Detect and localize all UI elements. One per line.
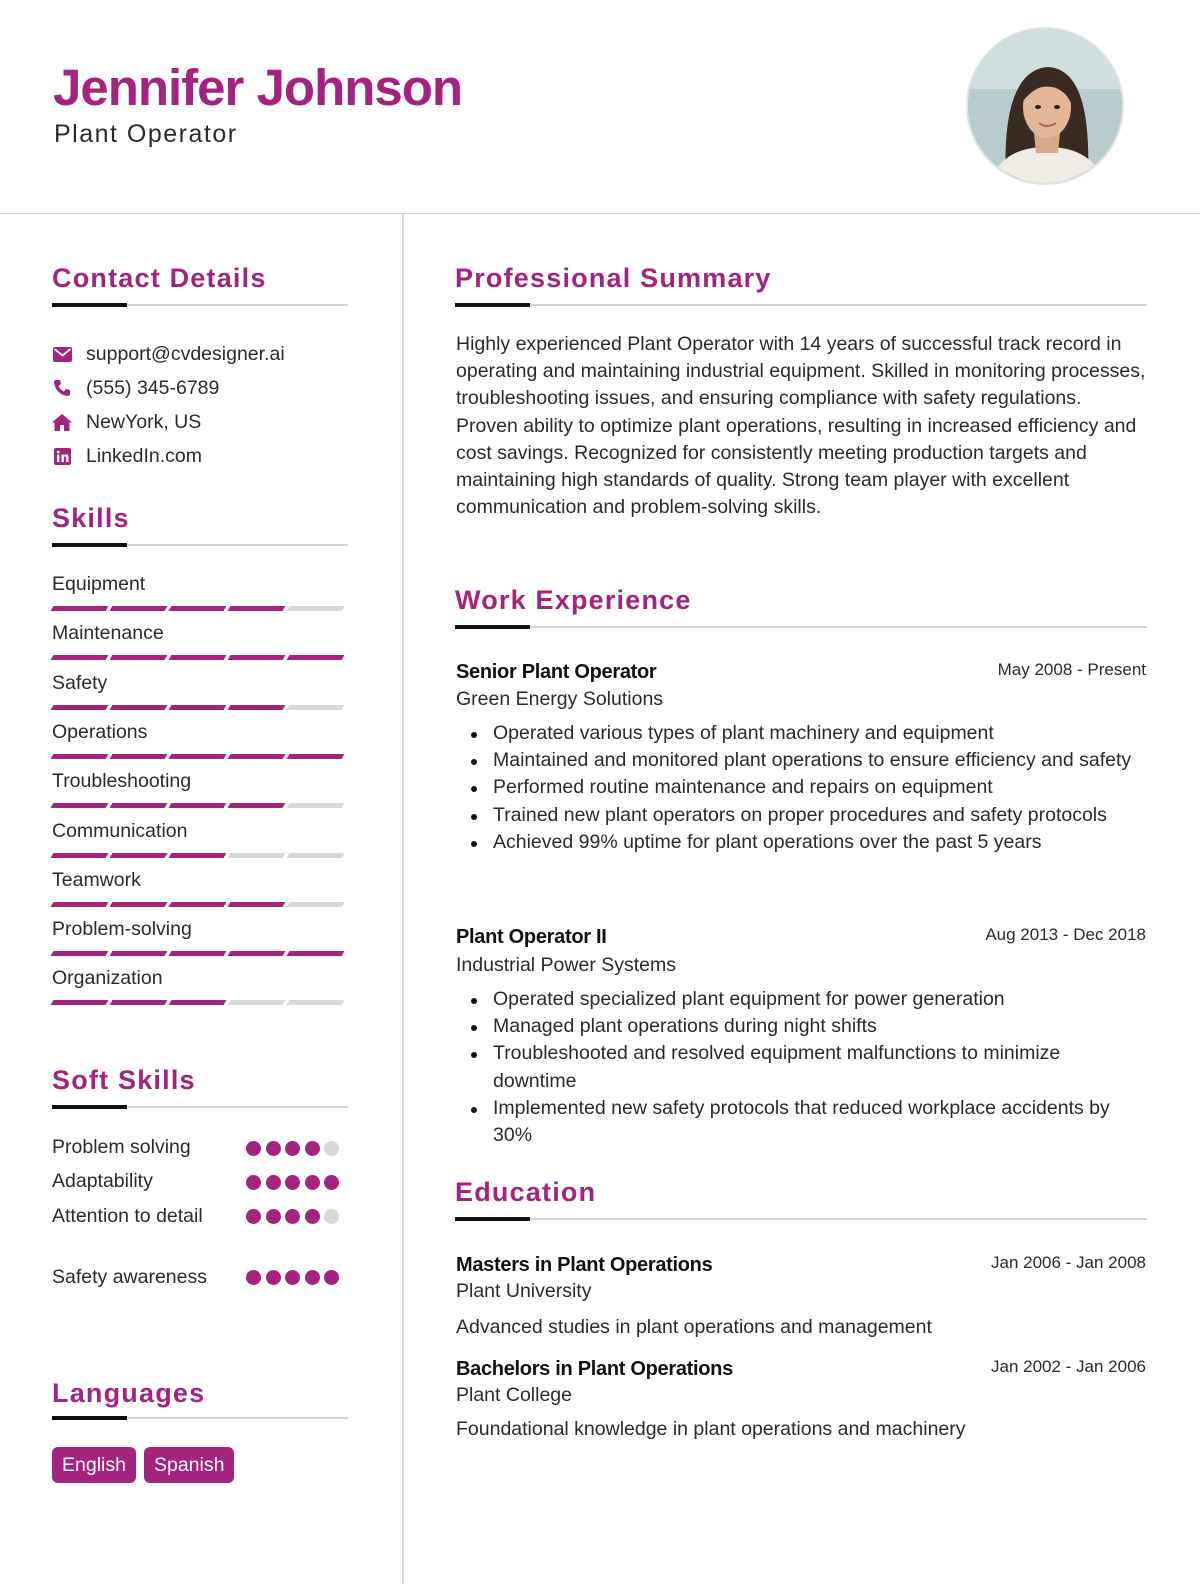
skill-level-bar <box>52 606 347 611</box>
summary-text: Highly experienced Plant Operator with 14 years of successful track record in operating and maintaining industrial equipment. Skilled in monitoring processes, troubleshooting issues, and ensuring compliance with safety regulations. Proven ability to optimize plant operations, resulting in increased efficiency and cost savings. Recognized for consistently meeting production targets and maintaining high standards of quality. Strong team player with excellent communication and problem-solving skills. <box>456 333 1146 519</box>
skill-segment-empty <box>287 853 345 858</box>
resume-header <box>0 0 1200 214</box>
skill-segment-empty <box>287 1000 345 1005</box>
rating-dot-filled <box>285 1175 300 1190</box>
skills-section-rule <box>52 544 348 546</box>
skill-segment-empty <box>287 803 345 808</box>
skill-segment-filled <box>287 655 345 660</box>
degree-description: Foundational knowledge in plant operations and machinery <box>456 1418 966 1440</box>
rating-dot-filled <box>285 1141 300 1156</box>
rating-dot-filled <box>246 1209 261 1224</box>
contact-phone[interactable] <box>52 376 219 400</box>
skill-segment-filled <box>228 902 286 907</box>
skill-segment-empty <box>287 606 345 611</box>
envelope-icon <box>52 344 72 364</box>
skill-segment-filled <box>51 853 109 858</box>
rating-dot-filled <box>246 1141 261 1156</box>
rating-dot-filled <box>305 1209 320 1224</box>
job-bullet: Implemented new safety protocols that reduced workplace accidents by 30% <box>456 1095 1146 1149</box>
skill-level-bar <box>52 803 347 808</box>
skill-segment-filled <box>110 803 168 808</box>
skill-segment-filled <box>110 606 168 611</box>
home-icon <box>52 412 72 432</box>
skill-segment-filled <box>110 853 168 858</box>
skill-segment-filled <box>51 705 109 710</box>
rating-dot-empty <box>324 1141 339 1156</box>
soft-skill-label: Attention to detail <box>52 1205 203 1227</box>
phone-icon <box>52 378 72 398</box>
rating-dot-filled <box>305 1141 320 1156</box>
skill-level-bar <box>52 655 347 660</box>
rating-dot-filled <box>246 1270 261 1285</box>
skill-segment-empty <box>228 1000 286 1005</box>
job-dates: May 2008 - Present <box>997 660 1146 679</box>
skill-segment-filled <box>169 1000 227 1005</box>
skill-label: Communication <box>52 820 188 842</box>
education-section-title: Education <box>455 1177 597 1207</box>
skill-segment-filled <box>169 902 227 907</box>
skills-section-title: Skills <box>52 503 130 533</box>
skill-segment-filled <box>169 754 227 759</box>
skill-segment-filled <box>169 951 227 956</box>
linkedin-icon <box>52 446 72 466</box>
skill-label: Organization <box>52 967 163 989</box>
skill-segment-filled <box>51 803 109 808</box>
skill-label: Maintenance <box>52 622 164 644</box>
job-bullets <box>456 720 1146 856</box>
job-bullet: Achieved 99% uptime for plant operations over the past 5 years <box>456 829 1146 856</box>
languages-section-title: Languages <box>52 1378 206 1408</box>
contact-location-text: NewYork, US <box>86 410 202 433</box>
job-company: Industrial Power Systems <box>456 954 676 976</box>
rating-dot-filled <box>266 1209 281 1224</box>
rating-dot-filled <box>266 1270 281 1285</box>
job-bullet: Operated various types of plant machinery and equipment <box>456 720 1146 747</box>
degree-dates: Jan 2006 - Jan 2008 <box>990 1253 1146 1272</box>
skill-segment-filled <box>228 606 286 611</box>
job-bullets <box>456 986 1146 1149</box>
skill-segment-filled <box>228 803 286 808</box>
summary-section-title: Professional Summary <box>455 263 772 293</box>
skill-label: Teamwork <box>52 869 141 891</box>
candidate-role: Plant Operator <box>54 120 238 148</box>
rating-dot-filled <box>285 1209 300 1224</box>
skill-segment-filled <box>51 1000 109 1005</box>
skill-segment-filled <box>228 705 286 710</box>
skill-level-bar <box>52 1000 347 1005</box>
skill-segment-filled <box>51 754 109 759</box>
job-dates: Aug 2013 - Dec 2018 <box>985 925 1146 944</box>
degree-title: Masters in Plant Operations <box>456 1254 713 1276</box>
column-divider <box>402 214 404 1584</box>
skill-segment-filled <box>228 951 286 956</box>
skill-segment-filled <box>169 705 227 710</box>
skill-label: Equipment <box>52 573 146 595</box>
job-title: Plant Operator II <box>456 926 607 948</box>
job-bullet: Performed routine maintenance and repairs on equipment <box>456 774 1146 801</box>
skill-segment-filled <box>51 655 109 660</box>
education-section-rule <box>455 1218 1147 1220</box>
job-bullet: Operated specialized plant equipment for power generation <box>456 986 1146 1013</box>
contact-linkedin[interactable] <box>52 444 202 468</box>
job-company: Green Energy Solutions <box>456 688 664 710</box>
skill-level-bar <box>52 951 347 956</box>
profile-photo-illustration <box>968 29 1124 185</box>
skill-segment-filled <box>110 705 168 710</box>
skill-level-bar <box>52 754 347 759</box>
degree-title: Bachelors in Plant Operations <box>456 1358 733 1380</box>
skill-label: Operations <box>52 721 148 743</box>
skill-segment-filled <box>51 606 109 611</box>
rating-dot-filled <box>266 1175 281 1190</box>
skill-label: Troubleshooting <box>52 770 192 792</box>
soft-skill-label: Adaptability <box>52 1170 153 1192</box>
school-name: Plant University <box>456 1280 592 1302</box>
skill-segment-filled <box>287 754 345 759</box>
skill-level-bar <box>52 705 347 710</box>
skill-segment-filled <box>110 902 168 907</box>
rating-dot-filled <box>305 1175 320 1190</box>
skill-segment-filled <box>287 951 345 956</box>
job-bullet: Trained new plant operators on proper procedures and safety protocols <box>456 802 1146 829</box>
profile-photo <box>966 27 1124 185</box>
work-section-title: Work Experience <box>455 585 692 615</box>
job-title: Senior Plant Operator <box>456 661 657 683</box>
soft-skill-rating <box>246 1270 344 1285</box>
skill-segment-empty <box>228 853 286 858</box>
soft-skill-rating <box>246 1141 344 1156</box>
skill-segment-empty <box>287 705 345 710</box>
contact-section-rule <box>52 304 348 306</box>
skill-segment-filled <box>228 655 286 660</box>
degree-description: Advanced studies in plant operations and management <box>456 1316 932 1338</box>
skill-level-bar <box>52 902 347 907</box>
candidate-name: Jennifer Johnson <box>53 59 463 116</box>
contact-phone-text: (555) 345-6789 <box>86 376 220 399</box>
contact-email-text: support@cvdesigner.ai <box>86 342 285 365</box>
soft-skill-rating <box>246 1175 344 1190</box>
rating-dot-filled <box>305 1270 320 1285</box>
skill-segment-filled <box>169 803 227 808</box>
contact-location <box>52 410 201 434</box>
skill-level-bar <box>52 853 347 858</box>
summary-section-rule <box>455 304 1147 306</box>
skill-segment-filled <box>169 606 227 611</box>
languages-list <box>52 1447 242 1483</box>
rating-dot-filled <box>285 1270 300 1285</box>
skill-segment-filled <box>110 951 168 956</box>
soft-skills-section-rule <box>52 1106 348 1108</box>
rating-dot-filled <box>324 1270 339 1285</box>
degree-dates: Jan 2002 - Jan 2006 <box>990 1357 1146 1376</box>
soft-skill-label: Safety awareness <box>52 1266 208 1288</box>
job-bullet: Maintained and monitored plant operations to ensure efficiency and safety <box>456 747 1146 774</box>
soft-skills-section-title: Soft Skills <box>52 1065 196 1095</box>
skill-segment-filled <box>169 655 227 660</box>
soft-skill-rating <box>246 1209 344 1224</box>
work-section-rule <box>455 626 1147 628</box>
rating-dot-filled <box>246 1175 261 1190</box>
rating-dot-empty <box>324 1209 339 1224</box>
school-name: Plant College <box>456 1384 572 1406</box>
skill-label: Problem-solving <box>52 918 192 940</box>
skill-label: Safety <box>52 672 108 694</box>
job-bullet: Managed plant operations during night shifts <box>456 1013 1146 1040</box>
rating-dot-filled <box>266 1141 281 1156</box>
skill-segment-filled <box>51 951 109 956</box>
language-tag: Spanish <box>144 1447 234 1483</box>
contact-section-title: Contact Details <box>52 263 267 293</box>
language-tag: English <box>52 1447 136 1483</box>
skill-segment-empty <box>287 902 345 907</box>
skill-segment-filled <box>110 655 168 660</box>
skill-segment-filled <box>228 754 286 759</box>
skill-segment-filled <box>169 853 227 858</box>
rating-dot-filled <box>324 1175 339 1190</box>
skill-segment-filled <box>110 1000 168 1005</box>
contact-linkedin-text: LinkedIn.com <box>86 444 202 467</box>
skill-segment-filled <box>110 754 168 759</box>
languages-section-rule <box>52 1417 348 1419</box>
skill-segment-filled <box>51 902 109 907</box>
contact-email[interactable] <box>52 342 285 366</box>
job-bullet: Troubleshooted and resolved equipment malfunctions to minimize downtime <box>456 1040 1146 1094</box>
soft-skill-label: Problem solving <box>52 1136 191 1158</box>
